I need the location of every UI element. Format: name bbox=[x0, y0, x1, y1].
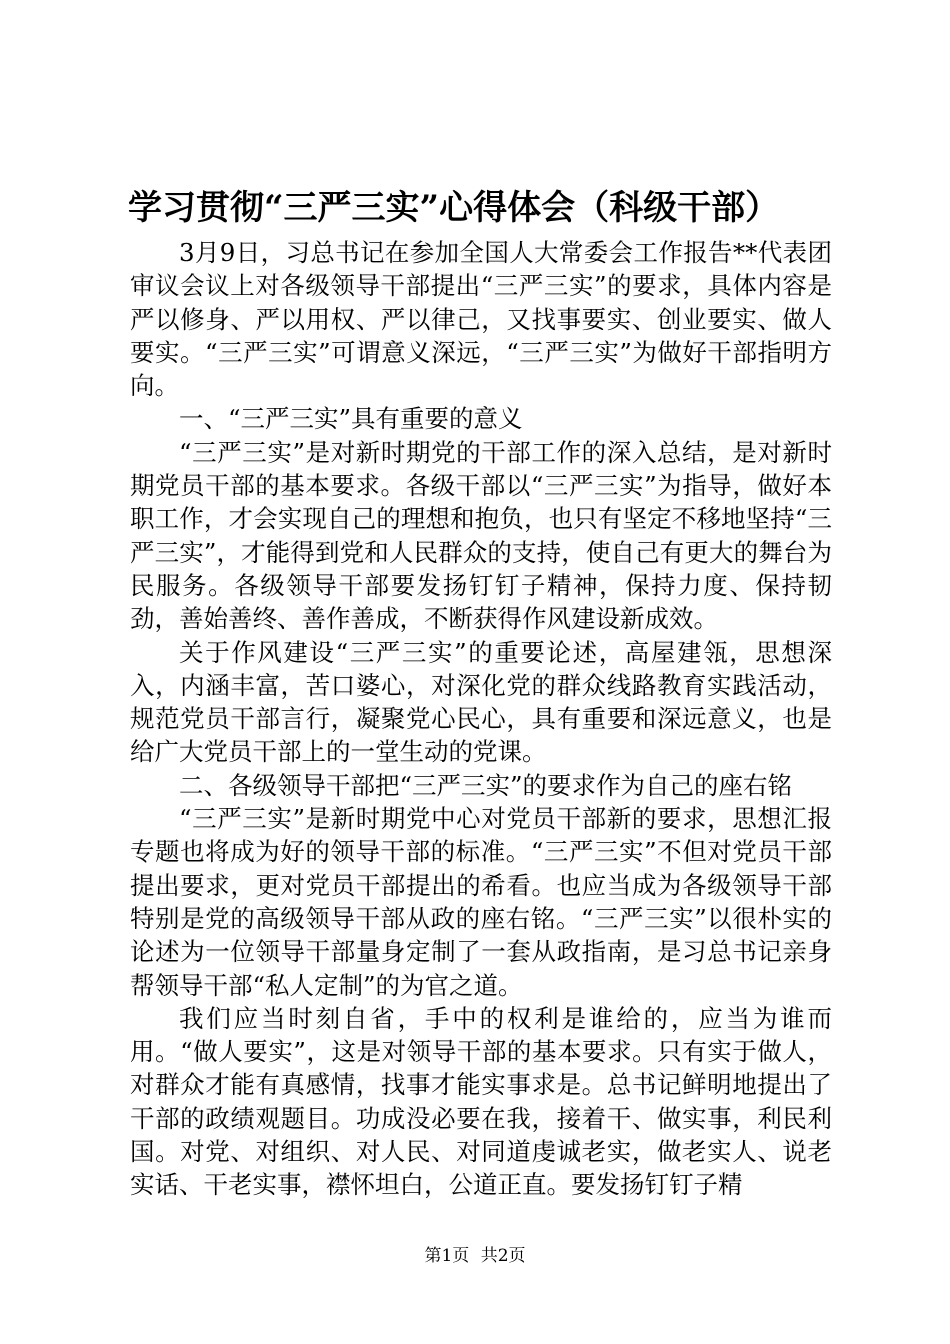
page-number-current: 第1页 bbox=[424, 1246, 470, 1266]
section-heading-2: 二、各级领导干部把“三严三实”的要求作为自己的座右铭 bbox=[179, 770, 793, 800]
paragraph: “三严三实”是新时期党中心对党员干部新的要求，思想汇报专题也将成为好的领导干部的标准。“三严三实”不但对党员干部提出要求，更对党员干部提出的希看。也应当成为各级领导干部特别是党的高级领导干部从政的座右铭。“三严三实”以很朴实的论述为一位领导干部量身定制了一套从政指南，是习总书记亲身帮领导干部“私人定制”的为官之道。 bbox=[130, 804, 832, 1000]
document-body bbox=[130, 236, 832, 1202]
page-footer bbox=[0, 1244, 950, 1268]
paragraph: 3月9日，习总书记在参加全国人大常委会工作报告**代表团审议会议上对各级领导干部提出“三严三实”的要求，具体内容是严以修身、严以用权、严以律己，又找事要实、创业要实、做人要实。“三严三实”可谓意义深远，“三严三实”为做好干部指明方向。 bbox=[130, 238, 832, 401]
section-heading-1: 一、“三严三实”具有重要的意义 bbox=[179, 404, 523, 434]
paragraph: 关于作风建设“三严三实”的重要论述，高屋建瓴，思想深入，内涵丰富，苦口婆心，对深化党的群众线路教育实践活动，规范党员干部言行，凝聚党心民心，具有重要和深远意义，也是给广大党员干部上的一堂生动的党课。 bbox=[130, 637, 832, 767]
document-title: 学习贯彻“三严三实”心得体会（科级干部） bbox=[128, 188, 780, 228]
page-number-total: 共2页 bbox=[480, 1246, 526, 1266]
paragraph: “三严三实”是对新时期党的干部工作的深入总结，是对新时期党员干部的基本要求。各级干部以“三严三实”为指导，做好本职工作，才会实现自己的理想和抱负，也只有坚定不移地坚持“三严三实”，才能得到党和人民群众的支持，使自己有更大的舞台为民服务。各级领导干部要发扬钉钉子精神，保持力度、保持韧劲，善始善终、善作善成，不断获得作风建设新成效。 bbox=[130, 437, 832, 634]
paragraph: 我们应当时刻自省，手中的权利是谁给的，应当为谁而用。“做人要实”，这是对领导干部的基本要求。只有实于做人，对群众才能有真感情，找事才能实事求是。总书记鲜明地提出了干部的政绩观题目。功成没必要在我，接着干、做实事，利民利国。对党、对组织、对人民、对同道虔诚老实，做老实人、说老实话、干老实事，襟怀坦白，公道正直。要发扬钉钉子精 bbox=[130, 1003, 832, 1200]
